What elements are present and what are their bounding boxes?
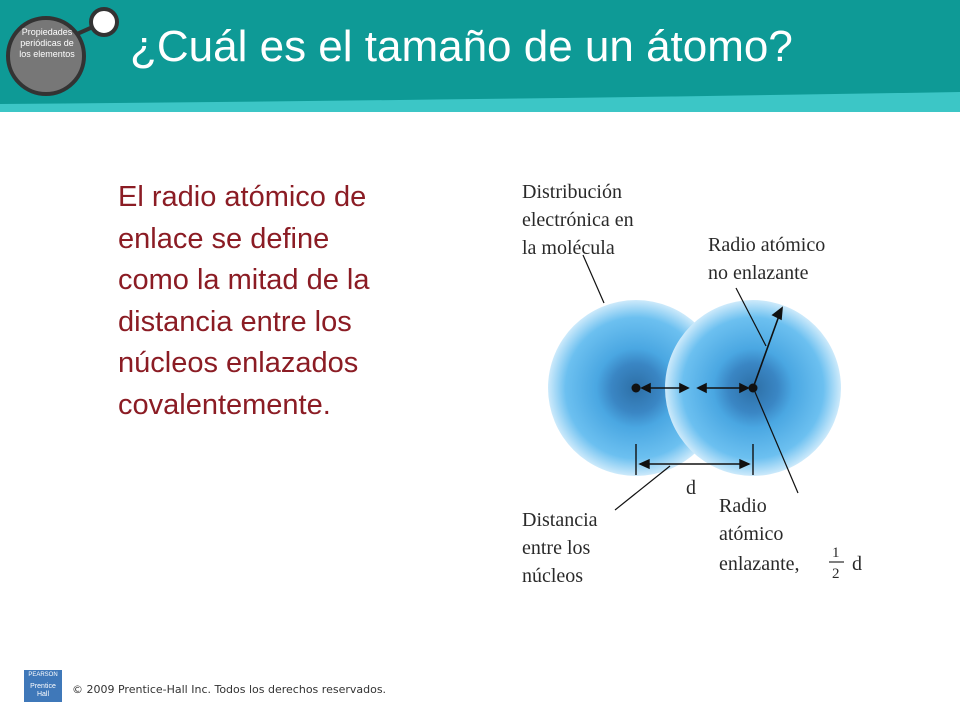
- pearson-logo: [24, 670, 62, 702]
- badge-label: [4, 27, 90, 60]
- copyright-text: © 2009 Prentice-Hall Inc. Todos los derechos reservados.: [72, 683, 387, 696]
- distribution-label-3: la molécula: [522, 237, 615, 259]
- badge-line-1: Propiedades: [21, 27, 73, 37]
- distribution-leader-line: [583, 255, 604, 303]
- distance-d-label: d: [686, 477, 696, 499]
- page-title: ¿Cuál es el tamaño de un átomo?: [130, 22, 793, 71]
- logo-line-1: PEARSON: [28, 672, 58, 678]
- fraction-denominator: 2: [832, 566, 840, 582]
- definition-text: [118, 177, 458, 426]
- header-bar: [0, 0, 960, 112]
- nonbonding-label-1: Radio atómico: [708, 234, 826, 256]
- badge-line-3: los elementos: [19, 49, 75, 59]
- fraction-suffix: d: [852, 553, 862, 575]
- atomic-radius-figure: [500, 170, 900, 605]
- distance-label-2: entre los: [522, 537, 591, 559]
- left-nucleus: [632, 384, 641, 393]
- definition-line-1: El radio atómico de: [118, 181, 367, 213]
- bonding-label-3: enlazante,: [719, 553, 800, 575]
- distance-label-1: Distancia: [522, 509, 598, 531]
- bonding-label-2: atómico: [719, 523, 784, 545]
- figure-canvas: [500, 170, 900, 600]
- distribution-label-2: electrónica en: [522, 209, 634, 231]
- definition-line-6: covalentemente.: [118, 388, 331, 421]
- badge-line-2: periódicas de: [20, 38, 74, 48]
- distance-label-3: núcleos: [522, 565, 584, 587]
- definition-line-4: distancia entre los: [118, 305, 352, 338]
- nonbonding-label-2: no enlazante: [708, 262, 809, 284]
- logo-line-3: Hall: [36, 691, 50, 698]
- fraction-numerator: 1: [832, 545, 840, 561]
- definition-line-5: núcleos enlazados: [118, 347, 359, 379]
- definition-line-3: como la mitad de la: [118, 264, 370, 296]
- bonding-label-1: Radio: [719, 495, 767, 517]
- distribution-label-1: Distribución: [522, 181, 622, 203]
- logo-line-2: Prentice: [30, 683, 56, 690]
- definition-line-2: enlace se define: [118, 222, 330, 255]
